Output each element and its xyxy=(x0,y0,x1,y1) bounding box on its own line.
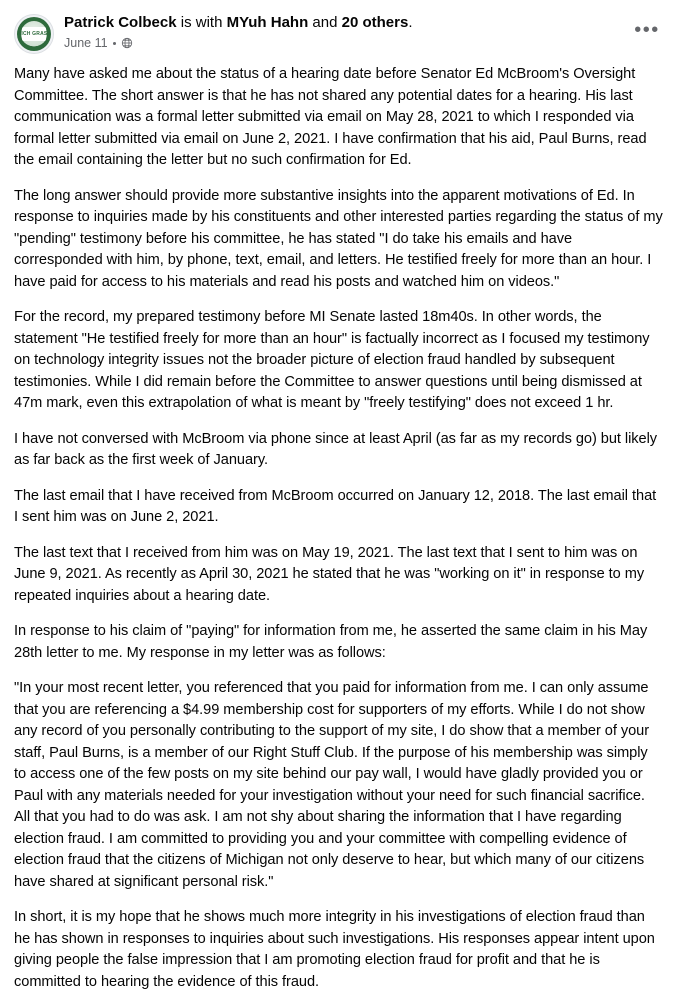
meta-separator-dot xyxy=(113,42,116,45)
post-meta xyxy=(64,35,631,51)
post-paragraph: I have not conversed with McBroom via phone since at least April (as far as my records go) but likely as far back as the first week of January. xyxy=(14,430,658,468)
avatar-label: MICH GRASS xyxy=(17,31,51,37)
post-options-menu-icon[interactable]: ••• xyxy=(634,19,660,41)
post-paragraph: The long answer should provide more substantive insights into the apparent motivations of Ed. In response to inquiries made by his constituents and other interested parties regarding the status of my "pending" testimony before his committee, he has stated "I do take his emails and have corresponded with him, by phone, text, email, and letters. He testified freely for more than an hour. I have paid for access to his materials and read his posts and watched him on videos." xyxy=(14,187,663,290)
post-header xyxy=(0,0,677,58)
avatar[interactable] xyxy=(14,14,54,54)
byline-period: . xyxy=(408,14,413,31)
post-paragraph: In response to his claim of "paying" for information from me, he asserted the same claim in his May 28th letter to me. My response in my letter was as follows: xyxy=(14,623,648,661)
and-text: and xyxy=(308,14,342,31)
author-name[interactable]: Patrick Colbeck xyxy=(64,14,177,31)
with-text: is with xyxy=(176,14,227,31)
tagged-person-name[interactable]: MYuh Hahn xyxy=(226,14,309,31)
globe-icon[interactable] xyxy=(121,37,133,49)
post-paragraph: The last text that I received from him was on May 19, 2021. The last text that I sent to him was on June 9, 2021. As recently as April 30, 2021 he stated that he was "working on it" in response to my repeated inquiries about a hearing date. xyxy=(14,544,645,604)
post-paragraph: The last email that I have received from McBroom occurred on January 12, 2018. The last email that I sent him was on June 2, 2021. xyxy=(14,487,657,525)
post-paragraph: In short, it is my hope that he shows much more integrity in his investigations of election fraud than he has shown in responses to inquiries about such investigations. His responses appear intent upon giving people the false impression that I am promoting election fraud for profit and that he is committed to hearing the evidence of this fraud. xyxy=(14,909,655,990)
post-body xyxy=(0,58,677,1007)
post-header-text xyxy=(64,12,631,51)
post-paragraph: Many have asked me about the status of a hearing date before Senator Ed McBroom's Oversight Committee. The short answer is that he has not shared any potential dates for a hearing. His last communication was a formal letter submitted via email on May 28, 2021 to which I responded via formal letter submitted via email on June 2, 2021. I have confirmation that his aid, Paul Burns, read the email containing the letter but no such confirmation for Ed. xyxy=(14,66,647,168)
post-paragraph: For the record, my prepared testimony before MI Senate lasted 18m40s. In other words, the statement "He testified freely for more than an hour" is factually incorrect as I focused my testimony on technology integrity issues not the broader picture of election fraud handled by subsequent testimonies. While I did remain before the Committee to answer questions until being dismissed at 47m mark, even this extrapolation of what is meant by "freely testifying" does not exceed 1 hr. xyxy=(14,309,650,411)
post-date[interactable]: June 11 xyxy=(64,36,108,50)
others-count-link[interactable]: 20 others xyxy=(341,14,409,31)
post-paragraph: "In your most recent letter, you referenced that you paid for information from me. I can only assume that you are referencing a $4.99 membership cost for supporters of my efforts. While I do not show any record of you personally contributing to the support of my site, I do show that a member of your staff, Paul Burns, is a member of our Right Stuff Club. If the purpose of his membership was simply to access one of the few posts on my site behind our pay wall, I would have gladly provided you or Paul with any materials needed for your investigation without your need for such financial sacrifice. All that you had to do was ask. I am not shy about sharing the information that I have regarding election fraud. I am committed to providing you and your committee with compelling evidence of election fraud that the citizens of Michigan not only deserve to hear, but which many of our citizens have shared at significant personal risk." xyxy=(14,680,650,890)
post-byline xyxy=(64,13,631,33)
